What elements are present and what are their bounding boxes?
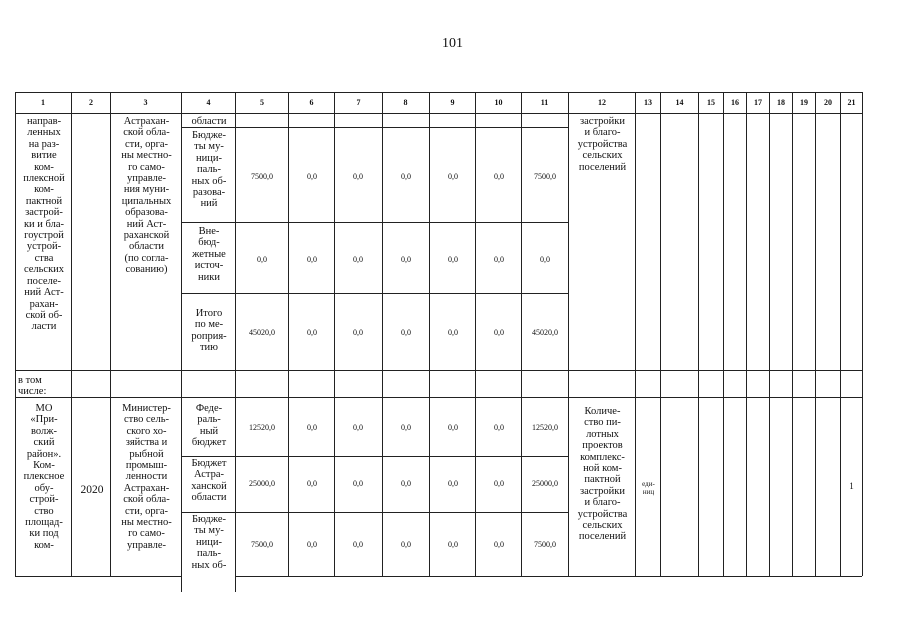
header-col-5: 5 xyxy=(260,98,264,107)
grid-line-horizontal xyxy=(235,576,568,577)
value-cell: 0,0 xyxy=(307,540,317,549)
header-col-15: 15 xyxy=(707,98,715,107)
block2-target-value: 1 xyxy=(849,481,854,491)
value-cell: 0,0 xyxy=(448,479,458,488)
block1-source-row-4: Итого по ме- роприя- тию xyxy=(191,308,227,354)
header-col-9: 9 xyxy=(450,98,455,107)
value-cell: 0,0 xyxy=(448,255,458,264)
header-col-16: 16 xyxy=(731,98,739,107)
value-cell: 0,0 xyxy=(307,328,317,337)
value-cell: 0,0 xyxy=(353,172,363,181)
value-cell: 0,0 xyxy=(307,423,317,432)
block2-indicator-text: Количе- ство пи- лотных проектов комплекс- ной ком- пактной застройки и благо- устройства сельских поселений xyxy=(577,406,628,543)
header-col-6: 6 xyxy=(309,98,314,107)
value-cell: 0,0 xyxy=(401,328,411,337)
value-cell: 0,0 xyxy=(448,423,458,432)
header-col-2: 2 xyxy=(89,98,93,107)
value-cell: 12520,0 xyxy=(532,423,558,432)
header-col-17: 17 xyxy=(754,98,762,107)
value-cell: 0,0 xyxy=(448,540,458,549)
block2-year: 2020 xyxy=(80,484,104,496)
value-cell: 0,0 xyxy=(353,423,363,432)
grid-line-vertical xyxy=(769,92,770,576)
grid-line-vertical xyxy=(235,576,236,592)
value-cell: 0,0 xyxy=(448,328,458,337)
header-col-4: 4 xyxy=(206,98,211,107)
header-col-10: 10 xyxy=(494,98,503,107)
value-cell: 0,0 xyxy=(494,479,504,488)
value-cell: 25000,0 xyxy=(532,479,558,488)
block1-indicator-text: застройки и благо- устройства сельских поселений xyxy=(577,116,628,173)
grid-line-horizontal xyxy=(181,293,568,294)
value-cell: 0,0 xyxy=(401,172,411,181)
value-cell: 0,0 xyxy=(353,540,363,549)
value-cell: 7500,0 xyxy=(251,172,273,181)
value-cell: 0,0 xyxy=(494,540,504,549)
grid-line-horizontal xyxy=(181,456,568,457)
value-cell: 12520,0 xyxy=(249,423,275,432)
block2-source-row-3: Бюдже- ты му- ници- паль- ных об- xyxy=(191,514,227,571)
value-cell: 0,0 xyxy=(494,255,504,264)
value-cell: 0,0 xyxy=(401,255,411,264)
header-col-1: 1 xyxy=(41,98,45,107)
value-cell: 0,0 xyxy=(307,479,317,488)
grid-line-horizontal xyxy=(15,370,862,371)
grid-line-vertical xyxy=(698,92,699,576)
grid-line-horizontal xyxy=(181,222,568,223)
value-cell: 45020,0 xyxy=(532,328,558,337)
value-cell: 0,0 xyxy=(401,423,411,432)
grid-line-horizontal xyxy=(568,576,862,577)
grid-line-horizontal xyxy=(15,397,862,398)
value-cell: 7500,0 xyxy=(534,172,556,181)
value-cell: 0,0 xyxy=(353,255,363,264)
grid-line-horizontal xyxy=(15,113,862,114)
block2-source-row-2: Бюджет Астра- ханской области xyxy=(191,458,227,504)
block2-unit: еди- ниц xyxy=(642,480,655,496)
in-that-number-label: в том числе: xyxy=(18,375,47,398)
grid-line-vertical xyxy=(792,92,793,576)
header-col-21: 21 xyxy=(847,98,856,107)
header-col-20: 20 xyxy=(824,98,832,107)
value-cell: 25000,0 xyxy=(249,479,275,488)
header-col-18: 18 xyxy=(777,98,785,107)
value-cell: 0,0 xyxy=(353,328,363,337)
header-col-13: 13 xyxy=(644,98,652,107)
header-col-19: 19 xyxy=(800,98,808,107)
value-cell: 0,0 xyxy=(257,255,267,264)
block2-source-row-1: Феде- раль- ный бюджет xyxy=(191,403,227,449)
header-col-8: 8 xyxy=(403,98,408,107)
value-cell: 0,0 xyxy=(353,479,363,488)
block1-source-row-1: области xyxy=(191,116,227,127)
grid-line-vertical xyxy=(181,576,182,592)
value-cell: 7500,0 xyxy=(251,540,273,549)
grid-line-horizontal xyxy=(15,576,181,577)
grid-line-vertical xyxy=(862,92,863,576)
header-col-14: 14 xyxy=(675,98,684,107)
grid-line-horizontal xyxy=(181,512,568,513)
header-col-3: 3 xyxy=(143,98,148,107)
block1-purpose-text: направ- ленных на раз- витие ком- плексной ком- пактной застрой- ки и бла- гоустрой устрой- ства сельских поселе- ний Аст- рахан- ской об- ласти xyxy=(23,116,65,333)
value-cell: 0,0 xyxy=(540,255,550,264)
block2-executor-text: Министер- ство сель- ского хо- зяйства и рыбной промыш- ленности Астрахан- ской обла- сти, орга- ны местно- го само- управле- xyxy=(121,403,172,551)
page-number: 101 xyxy=(442,36,463,51)
value-cell: 0,0 xyxy=(494,328,504,337)
grid-line-horizontal xyxy=(181,127,568,128)
value-cell: 7500,0 xyxy=(534,540,556,549)
block1-source-row-3: Вне- бюд- жетные источ- ники xyxy=(192,226,226,283)
value-cell: 0,0 xyxy=(494,423,504,432)
value-cell: 0,0 xyxy=(401,540,411,549)
value-cell: 0,0 xyxy=(448,172,458,181)
value-cell: 0,0 xyxy=(307,172,317,181)
header-col-11: 11 xyxy=(540,98,549,107)
block1-executor-text: Астрахан- ской обла- сти, орга- ны местно- го само- управле- ния муни- ципальных образова- ний Аст- раханской области (по согла- сованию) xyxy=(121,116,172,276)
block1-source-row-2: Бюдже- ты му- ници- паль- ных об- разова- ний xyxy=(191,130,227,210)
grid-line-vertical xyxy=(840,92,841,576)
value-cell: 45020,0 xyxy=(249,328,275,337)
value-cell: 0,0 xyxy=(307,255,317,264)
grid-line-vertical xyxy=(815,92,816,576)
header-col-7: 7 xyxy=(356,98,361,107)
grid-line-vertical xyxy=(660,92,661,576)
grid-line-vertical xyxy=(723,92,724,576)
value-cell: 0,0 xyxy=(401,479,411,488)
header-col-12: 12 xyxy=(598,98,606,107)
block2-purpose-text: МО «При- волж- ский район». Ком- плексное обу- строй- ство площад- ки под ком- xyxy=(23,403,65,551)
value-cell: 0,0 xyxy=(494,172,504,181)
grid-line-vertical xyxy=(746,92,747,576)
